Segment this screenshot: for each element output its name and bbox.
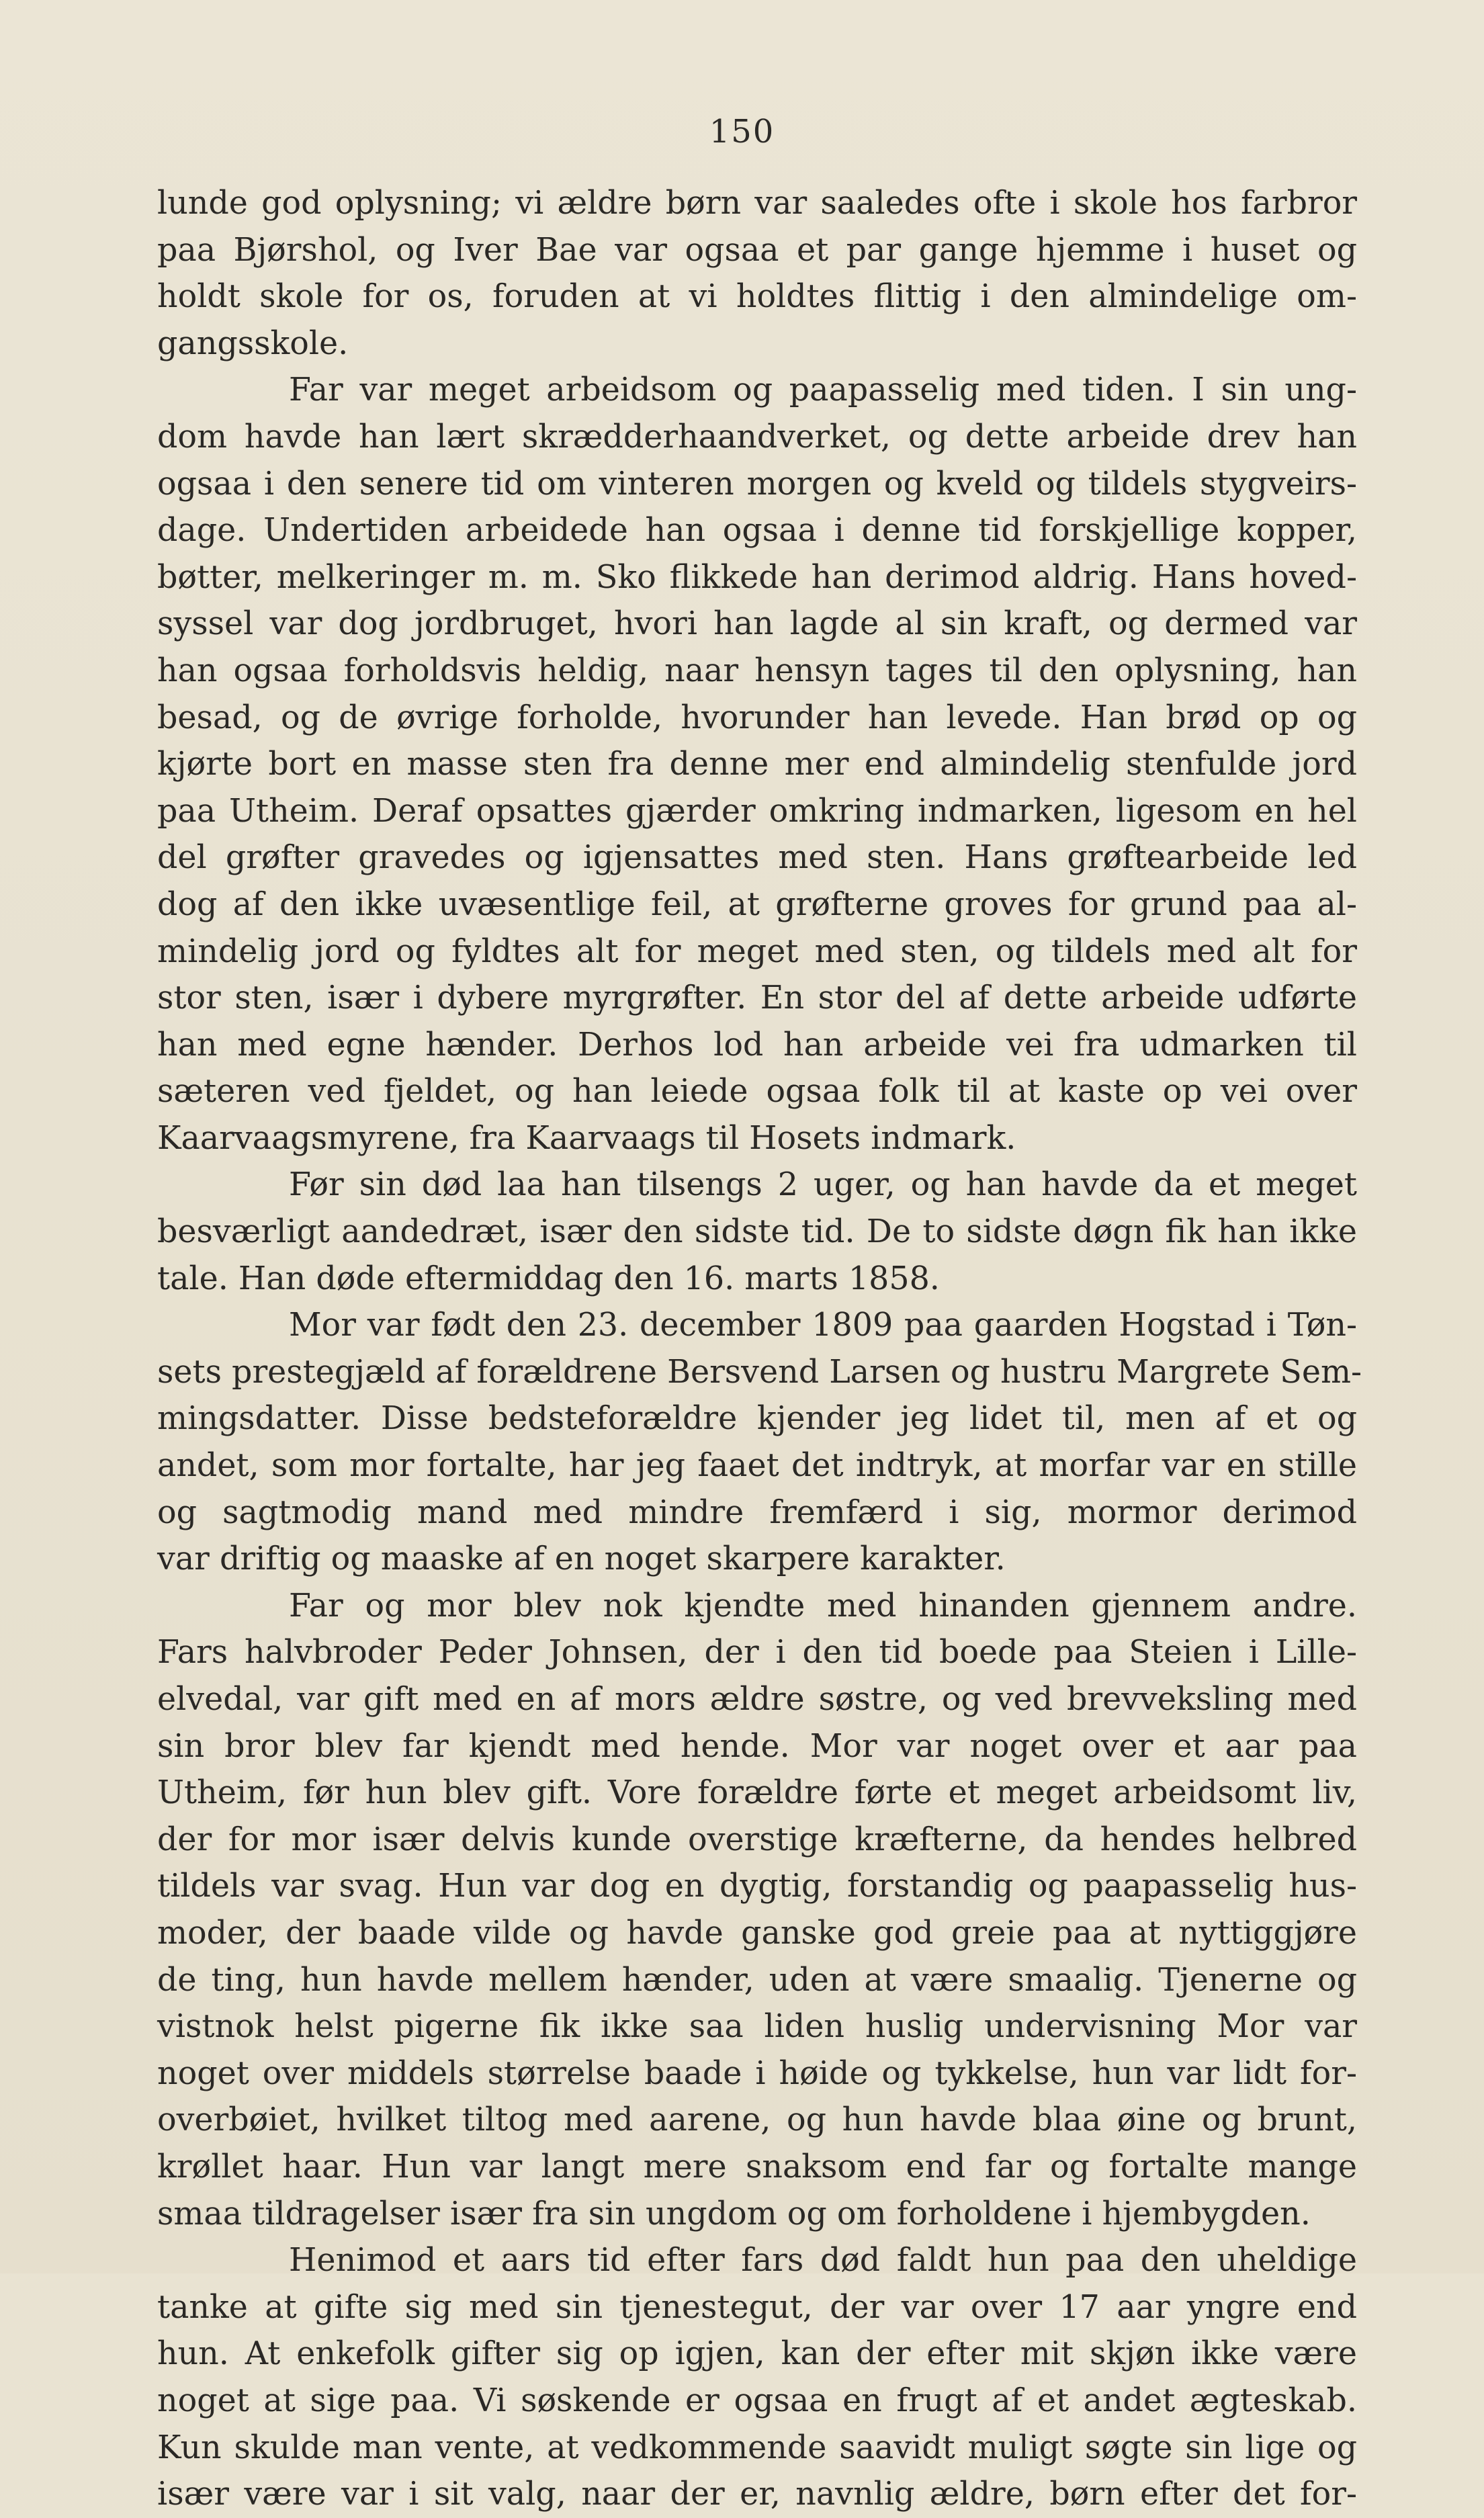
text-line: bøtter, melkeringer m. m. Sko flikkede han derimod aldrig. Hans hoved- bbox=[157, 558, 1357, 596]
text-line: krøllet haar. Hun var langt mere snaksom end far og fortalte mange bbox=[157, 2148, 1357, 2185]
text-line: moder, der baade vilde og havde ganske god greie paa at nyttiggjøre bbox=[157, 1914, 1357, 1952]
text-line: mindelig jord og fyldtes alt for meget med sten, og tildels med alt for bbox=[157, 932, 1357, 970]
text-line: paa Bjørshol, og Iver Bae var ogsaa et par gange hjemme i huset og bbox=[157, 231, 1357, 269]
text-line: de ting, hun havde mellem hænder, uden at være smaalig. Tjenerne og bbox=[157, 1961, 1357, 1999]
text-line: besad, og de øvrige forholde, hvorunder han levede. Han brød op og bbox=[157, 699, 1357, 736]
text-line: Kaarvaagsmyrene, fra Kaarvaags til Hosets indmark. bbox=[157, 1119, 1016, 1157]
text-line: mingsdatter. Disse bedsteforældre kjender jeg lidet til, men af et og bbox=[157, 1400, 1357, 1438]
text-line: sæteren ved fjeldet, og han leiede ogsaa folk til at kaste op vei over bbox=[157, 1073, 1357, 1111]
text-line: Far var meget arbeidsom og paapasselig med tiden. I sin ung- bbox=[289, 372, 1357, 409]
text-line: han ogsaa forholdsvis heldig, naar hensyn tages til den oplysning, han bbox=[157, 652, 1357, 689]
text-line: Fars halvbroder Peder Johnsen, der i den tid boede paa Steien i Lille- bbox=[157, 1634, 1357, 1672]
text-line: Før sin død laa han tilsengs 2 uger, og han havde da et meget bbox=[289, 1166, 1357, 1204]
text-line: dog af den ikke uvæsentlige feil, at grøfterne groves for grund paa al- bbox=[157, 885, 1357, 923]
text-line: elvedal, var gift med en af mors ældre søstre, og ved brevveksling med bbox=[157, 1681, 1357, 1718]
text-line: del grøfter gravedes og igjensattes med sten. Hans grøftearbeide led bbox=[157, 839, 1357, 877]
page-number: 150 bbox=[709, 113, 775, 150]
text-line: andet, som mor fortalte, har jeg faaet det indtryk, at morfar var en stille bbox=[157, 1447, 1357, 1485]
text-line: hun. At enkefolk gifter sig op igjen, kan der efter mit skjøn ikke være bbox=[157, 2335, 1357, 2373]
text-line: tanke at gifte sig med sin tjenestegut, der var over 17 aar yngre end bbox=[157, 2288, 1357, 2326]
text-line: dage. Undertiden arbeidede han ogsaa i denne tid forskjellige kopper, bbox=[157, 512, 1357, 550]
text-line: dom havde han lært skrædderhaandverket, og dette arbeide drev han bbox=[157, 418, 1357, 455]
text-line: Utheim, før hun blev gift. Vore forældre førte et meget arbeidsomt liv, bbox=[157, 1774, 1357, 1812]
text-line: kjørte bort en masse sten fra denne mer end almindelig stenfulde jord bbox=[157, 746, 1357, 783]
text-line: Henimod et aars tid efter fars død faldt hun paa den uheldige bbox=[289, 2242, 1357, 2280]
text-line: besværligt aandedræt, især den sidste tid. De to sidste døgn fik han ikke bbox=[157, 1213, 1357, 1251]
text-line: især være var i sit valg, naar der er, navnlig ældre, børn efter det for- bbox=[157, 2476, 1357, 2513]
text-line: stor sten, især i dybere myrgrøfter. En stor del af dette arbeide udførte bbox=[157, 980, 1357, 1017]
text-line: Kun skulde man vente, at vedkommende saavidt muligt søgte sin lige og bbox=[157, 2429, 1357, 2466]
text-line: sin bror blev far kjendt med hende. Mor var noget over et aar paa bbox=[157, 1727, 1357, 1765]
text-line: Mor var født den 23. december 1809 paa gaarden Hogstad i Tøn- bbox=[289, 1307, 1357, 1344]
text-line: Far og mor blev nok kjendte med hinanden gjennem andre. bbox=[289, 1587, 1357, 1624]
text-line: noget at sige paa. Vi søskende er ogsaa en frugt af et andet ægteskab. bbox=[157, 2382, 1357, 2419]
text-line: noget over middels størrelse baade i høide og tykkelse, hun var lidt for- bbox=[157, 2054, 1357, 2092]
text-line: sets prestegjæld af forældrene Bersvend Larsen og hustru Margrete Sem- bbox=[157, 1353, 1362, 1391]
text-line: var driftig og maaske af en noget skarpere karakter. bbox=[157, 1540, 1006, 1578]
text-line: gangsskole. bbox=[157, 324, 349, 362]
text-line: tale. Han døde eftermiddag den 16. marts 1858. bbox=[157, 1260, 940, 1297]
text-line: holdt skole for os, foruden at vi holdtes flittig i den almindelige om- bbox=[157, 278, 1357, 316]
text-line: tildels var svag. Hun var dog en dygtig, forstandig og paapasselig hus- bbox=[157, 1868, 1357, 1905]
text-line: vistnok helst pigerne fik ikke saa liden huslig undervisning Mor var bbox=[157, 2008, 1357, 2046]
text-line: paa Utheim. Deraf opsattes gjærder omkring indmarken, ligesom en hel bbox=[157, 792, 1357, 830]
text-line: overbøiet, hvilket tiltog med aarene, og hun havde blaa øine og brunt, bbox=[157, 2101, 1357, 2139]
body-text bbox=[157, 180, 1362, 2518]
text-line: lunde god oplysning; vi ældre børn var saaledes ofte i skole hos farbror bbox=[157, 185, 1357, 222]
text-line: smaa tildragelser især fra sin ungdom og om forholdene i hjembygden. bbox=[157, 2195, 1311, 2232]
text-line: syssel var dog jordbruget, hvori han lagde al sin kraft, og dermed var bbox=[157, 605, 1357, 643]
text-line: ogsaa i den senere tid om vinteren morgen og kveld og tildels stygveirs- bbox=[157, 465, 1357, 503]
text-line: der for mor især delvis kunde overstige kræfterne, da hendes helbred bbox=[157, 1821, 1357, 1858]
text-line: han med egne hænder. Derhos lod han arbeide vei fra udmarken til bbox=[157, 1026, 1357, 1063]
text-line: og sagtmodig mand med mindre fremfærd i sig, mormor derimod bbox=[157, 1493, 1357, 1531]
